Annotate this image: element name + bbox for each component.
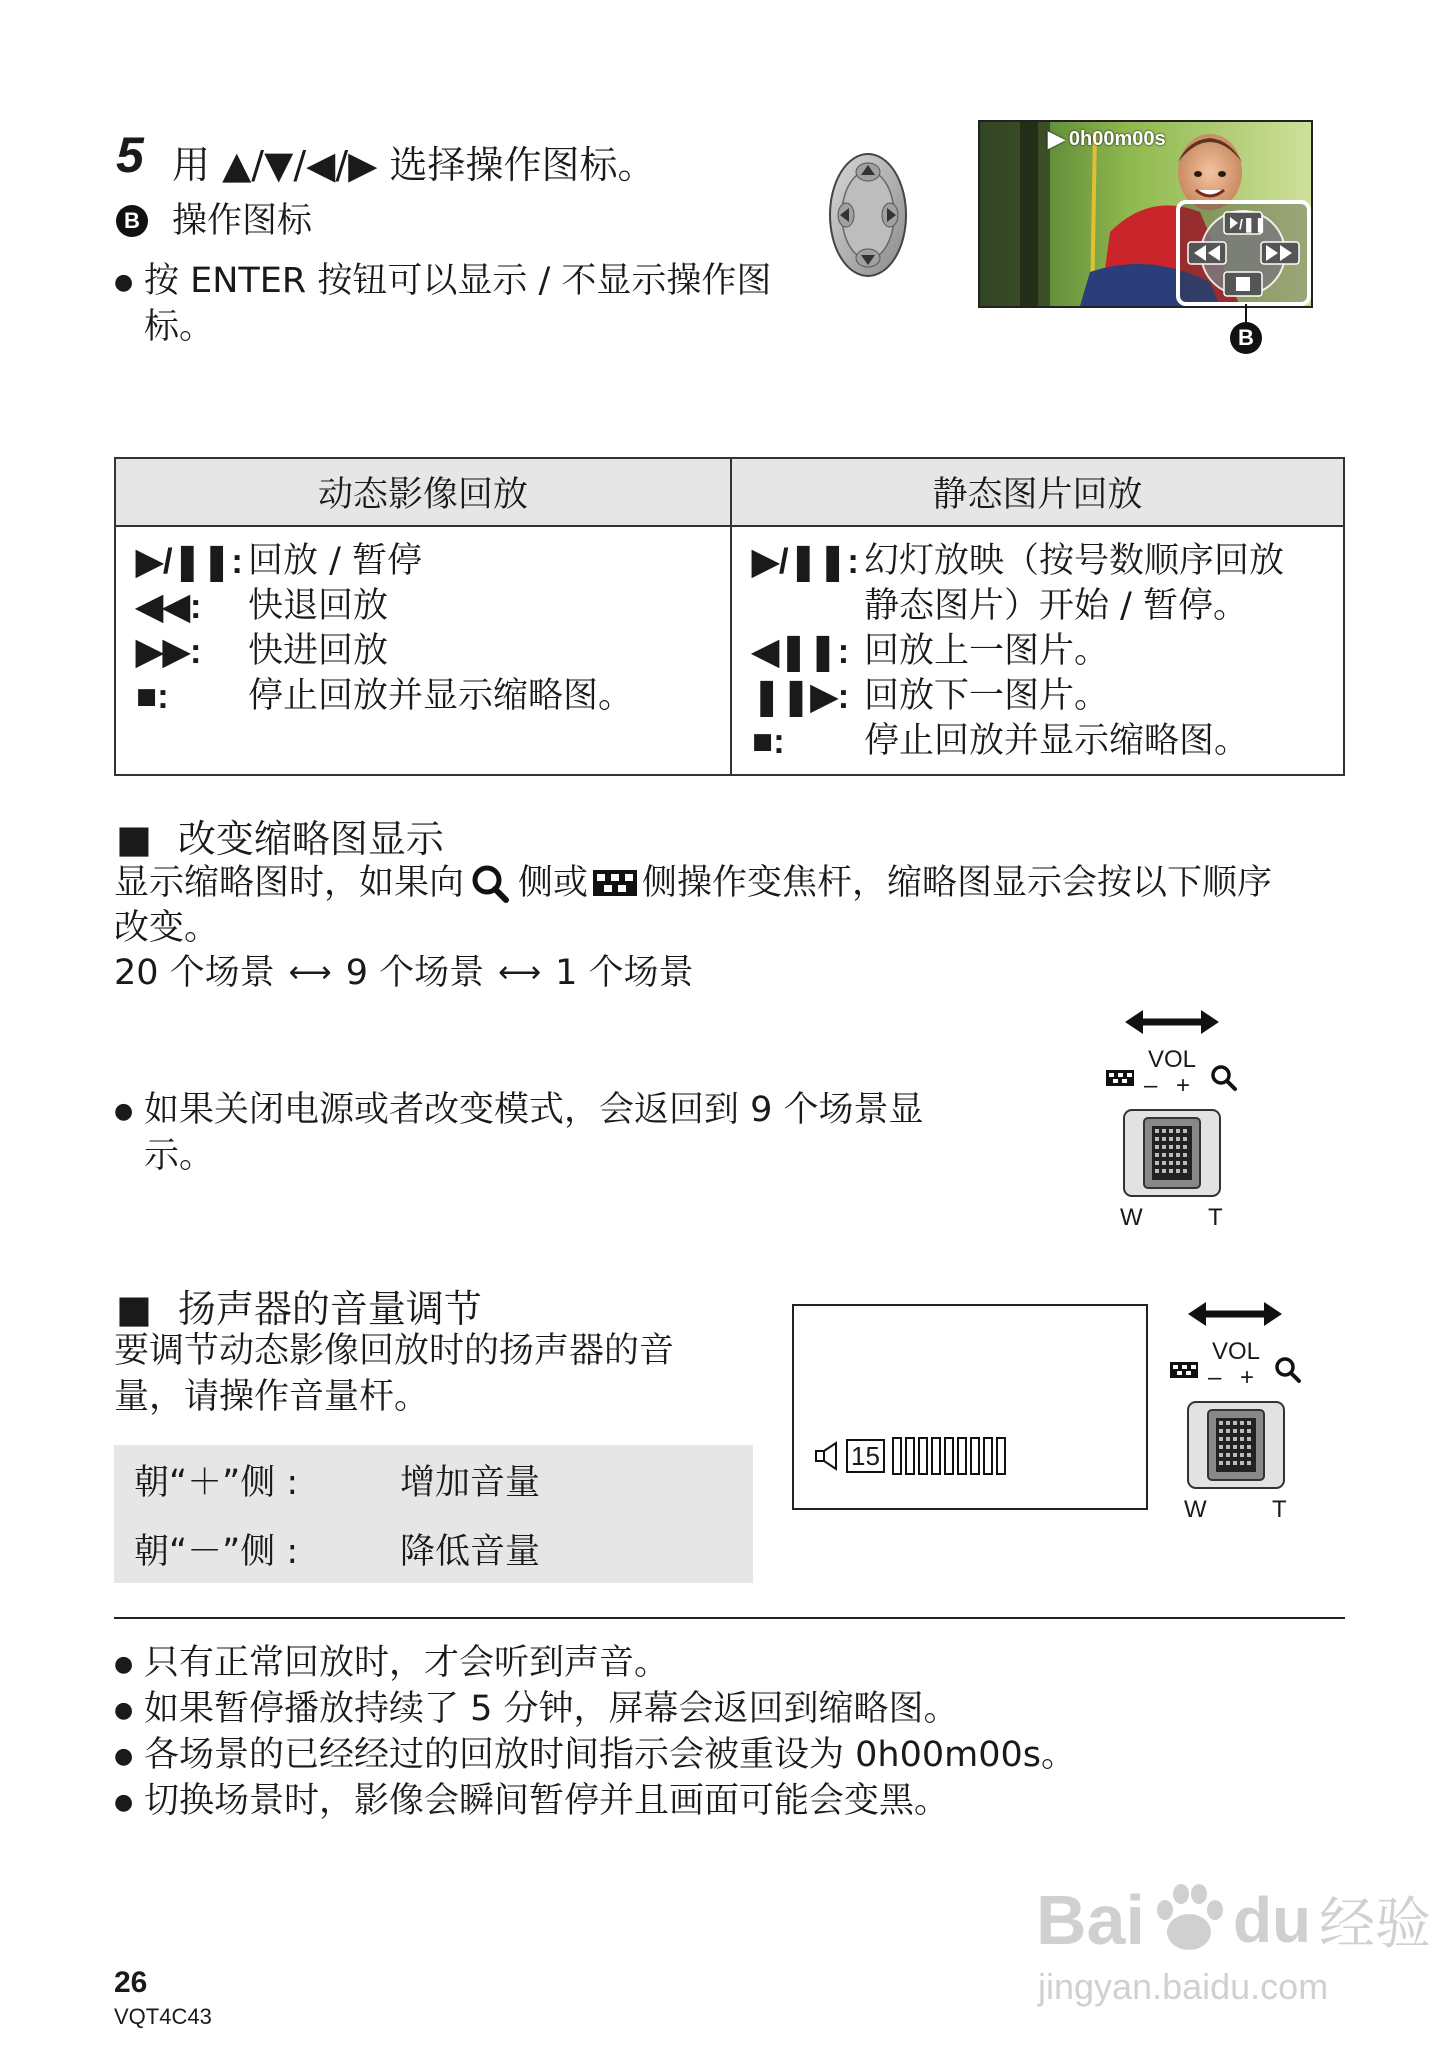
step-title: 用 ▲/▼/◀/▶ 选择操作图标。 <box>172 143 656 187</box>
table-row: ■: 停止回放并显示缩略图。 <box>752 719 1323 764</box>
speaker-icon <box>814 1441 842 1471</box>
thumb-note: ● 如果关闭电源或者改变模式，会返回到 9 个场景显 示。 <box>144 1087 1452 1179</box>
double-arrow-icon <box>1188 1298 1282 1330</box>
page-number: 26 <box>114 1966 148 1999</box>
vol-minus: – <box>1144 1072 1158 1099</box>
b-pointer-line <box>1245 304 1247 324</box>
thumbnail-grid-icon <box>592 868 638 898</box>
volume-level: 15 <box>846 1439 885 1473</box>
double-arrow-icon <box>1125 1006 1219 1038</box>
stop-icon: ■: <box>752 722 785 761</box>
baidu-watermark <box>1036 1880 1431 1960</box>
operation-icon-panel[interactable] <box>1176 200 1311 306</box>
paw-icon <box>1147 1880 1231 1960</box>
volume-direction-panel <box>114 1445 753 1583</box>
thumbnail-grid-icon <box>1106 1068 1136 1088</box>
operation-icons <box>1180 204 1307 302</box>
step-note-line2: 标。 <box>144 307 215 347</box>
zoom-tele-icon <box>1274 1356 1302 1384</box>
notes-list <box>144 1640 1076 1824</box>
watermark-brand: Bai <box>1036 1881 1145 1959</box>
vol-label: VOL <box>1212 1338 1261 1365</box>
section-mark: ■ <box>116 817 152 861</box>
list-item: ● 各场景的已经经过的回放时间指示会被重设为 0h00m00s。 <box>144 1732 1076 1778</box>
vol-plus: + <box>1240 1364 1255 1391</box>
table-row: 静态图片）开始 / 暂停。 <box>864 586 1249 626</box>
section-title: 改变缩略图显示 <box>177 817 444 861</box>
step-note-line1: ● 按 ENTER 按钮可以显示 / 不显示操作图 <box>144 261 772 301</box>
timecode-display <box>1048 126 1166 152</box>
zoom-lever[interactable] <box>1122 1108 1222 1198</box>
play-pause-icon: ▶/❚❚: <box>136 542 243 581</box>
b-badge-screen: B <box>1230 322 1262 354</box>
table-row: ◀◀: 快退回放 <box>136 584 710 629</box>
list-item: ● 只有正常回放时，才会听到声音。 <box>144 1640 1076 1686</box>
play-icon: ▶ <box>1048 126 1065 151</box>
table-header-video: 动态影像回放 <box>115 458 731 526</box>
volume-row: 朝“－”侧 : 降低音量 <box>134 1531 541 1572</box>
table-cell-still <box>731 526 1344 775</box>
list-item: ● 如果暂停播放持续了 5 分钟，屏幕会返回到缩略图。 <box>144 1686 1076 1732</box>
playback-screen <box>978 120 1313 308</box>
table-row: ❚❚▶: 回放下一图片。 <box>752 674 1323 719</box>
table-row: ▶/❚❚: 幻灯放映（按号数顺序回放 <box>752 539 1323 584</box>
zoom-lever-diagram <box>1100 1006 1250 1236</box>
table-row: ◀❚❚: 回放上一图片。 <box>752 629 1323 674</box>
thumb-paragraph-line1: 显示缩略图时，如果向 侧或 侧操作变焦杆，缩略图显示会按以下顺序 <box>114 863 1273 903</box>
vol-plus: + <box>1176 1072 1191 1099</box>
table-row: ▶▶: 快进回放 <box>136 629 710 674</box>
vol-minus: – <box>1208 1364 1222 1391</box>
table-row: ■: 停止回放并显示缩略图。 <box>136 674 710 719</box>
double-arrow-icon: ⟷ <box>288 955 332 990</box>
operation-table <box>114 457 1345 776</box>
play-pause-icon: ▶/❚❚: <box>752 542 859 581</box>
section-mark: ■ <box>116 1287 152 1331</box>
list-item: ● 切换场景时，影像会瞬间暂停并且画面可能会变黑。 <box>144 1778 1076 1824</box>
step-number: 5 <box>116 127 144 183</box>
thumbnail-grid-icon <box>1170 1360 1200 1380</box>
wide-label: W <box>1120 1204 1143 1231</box>
joystick-icon <box>826 150 910 280</box>
document-code: VQT4C43 <box>114 2004 212 2029</box>
next-image-icon: ❚❚▶: <box>752 677 850 716</box>
thumb-section-heading <box>116 808 444 863</box>
table-header-still: 静态图片回放 <box>731 458 1344 526</box>
double-arrow-icon: ⟷ <box>498 955 542 990</box>
watermark-url: jingyan.baidu.com <box>1038 1966 1329 2007</box>
rewind-icon: ◀◀: <box>136 587 202 626</box>
volume-lever[interactable] <box>1186 1400 1286 1490</box>
volume-display-screen <box>792 1304 1148 1510</box>
watermark-brand2: du <box>1232 1884 1312 1956</box>
b-label-row <box>116 198 312 244</box>
b-label: 操作图标 <box>172 201 313 241</box>
timecode: 0h00m00s <box>1068 127 1166 150</box>
tele-label: T <box>1208 1204 1223 1231</box>
table-row: ▶/❚❚: 回放 / 暂停 <box>136 539 710 584</box>
tele-label: T <box>1272 1496 1287 1523</box>
watermark-cn: 经验 <box>1319 1892 1432 1955</box>
scene-sequence: 20 个场景 ⟷ 9 个场景 ⟷ 1 个场景 <box>114 950 694 996</box>
table-cell-video <box>115 526 731 775</box>
fast-forward-icon: ▶▶: <box>136 632 202 671</box>
divider <box>114 1617 1345 1619</box>
b-badge: B <box>116 205 148 237</box>
volume-indicator <box>814 1436 1015 1476</box>
zoom-tele-icon <box>468 863 514 903</box>
svg-text:/❚❚: /❚❚ <box>1239 216 1267 232</box>
zoom-tele-icon <box>1210 1064 1238 1092</box>
vol-label: VOL <box>1148 1046 1197 1073</box>
volume-row: 朝“＋”侧 : 增加音量 <box>134 1462 541 1503</box>
thumb-paragraph-line2: 改变。 <box>114 908 220 948</box>
stop-icon: ■: <box>136 677 169 716</box>
section-title: 扬声器的音量调节 <box>177 1287 482 1331</box>
previous-image-icon: ◀❚❚: <box>752 632 850 671</box>
volume-section-heading <box>116 1278 482 1333</box>
wide-label: W <box>1184 1496 1207 1523</box>
volume-bar <box>891 1436 1015 1476</box>
volume-lever-diagram <box>1162 1298 1312 1528</box>
volume-paragraph: 要调节动态影像回放时的扬声器的音 量，请操作音量杆。 <box>114 1331 675 1417</box>
